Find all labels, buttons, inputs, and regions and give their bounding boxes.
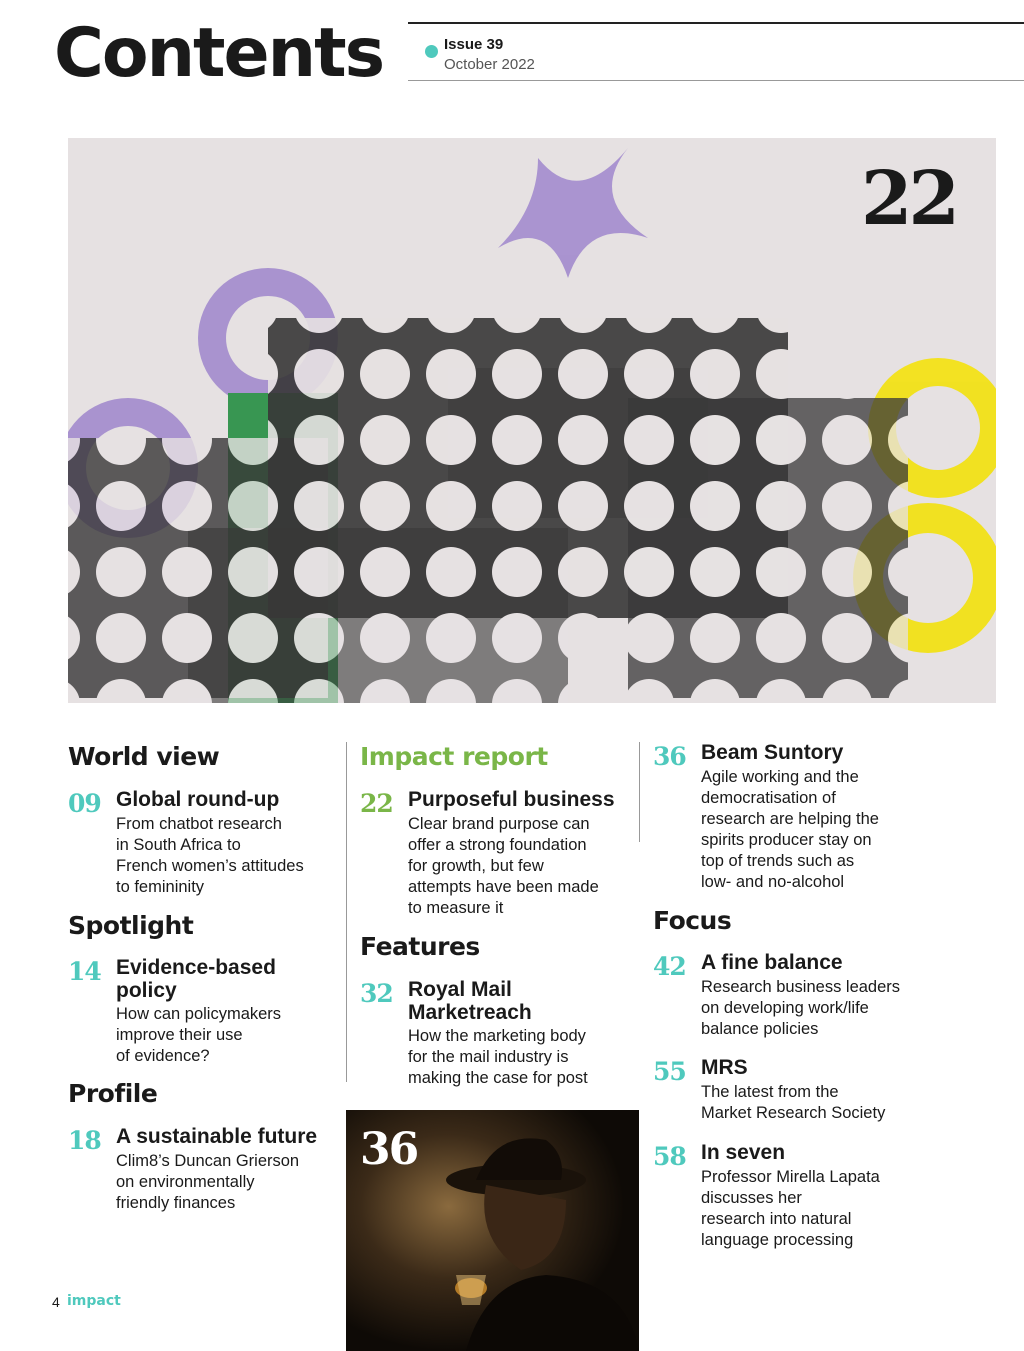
entry-title: Marketreach [408,1001,532,1024]
entry-desc-line: spirits producer stay on [701,831,872,849]
entry-desc-line: balance policies [701,1020,819,1038]
entry-desc-line: From chatbot research [116,815,282,833]
entry-desc-line: language processing [701,1231,854,1249]
entry-page-number: 58 [653,1142,686,1171]
section-world-view: World view [68,742,220,771]
section-impact-report: Impact report [360,742,548,771]
entry-title: MRS [701,1056,748,1079]
entry-desc-line: discusses her [701,1189,802,1207]
entry-desc-line: to measure it [408,899,504,917]
entry-title: policy [116,979,177,1002]
issue-dot-icon [425,45,438,58]
footer-page-number: 4 [52,1294,60,1310]
section-spotlight: Spotlight [68,911,194,940]
entry-page-number: 32 [360,979,393,1008]
entry-desc-line: of evidence? [116,1047,210,1065]
entry-desc-line: offer a strong foundation [408,836,587,854]
entry-desc-line: Professor Mirella Lapata [701,1168,880,1186]
entry-page-number: 36 [653,742,686,771]
entry-title: Evidence-based [116,956,276,979]
section-focus: Focus [653,906,732,935]
entry-desc-line: Clear brand purpose can [408,815,590,833]
entry-desc-line: for the mail industry is [408,1048,569,1066]
column-divider [346,742,347,1082]
entry-desc-line: on environmentally [116,1173,255,1191]
entry-desc-line: Market Research Society [701,1104,886,1122]
entry-desc-line: attempts have been made [408,878,599,896]
entry-desc-line: for growth, but few [408,857,544,875]
entry-desc-line: How the marketing body [408,1027,586,1045]
entry-page-number: 09 [68,789,101,818]
issue-info [408,22,1024,81]
issue-number: Issue 39 [444,36,504,53]
entry-desc-line: on developing work/life [701,999,869,1017]
entry-page-number: 18 [68,1126,101,1155]
section-features: Features [360,932,480,961]
photo-page-number: 36 [360,1124,418,1175]
hero-artwork [68,138,996,703]
beam-suntory-photo [346,1110,639,1351]
impact-logo: impact [67,1293,121,1309]
entry-title: Purposeful business [408,788,615,811]
entry-desc-line: top of trends such as [701,852,855,870]
entry-title: Global round-up [116,788,280,811]
entry-desc-line: low- and no-alcohol [701,873,845,891]
page-title: Contents [54,14,384,93]
entry-desc-line: friendly finances [116,1194,236,1212]
issue-date: October 2022 [444,56,535,73]
entry-desc-line: The latest from the [701,1083,839,1101]
hero-image [68,138,996,703]
entry-desc-line: French women’s attitudes [116,857,304,875]
entry-title: A sustainable future [116,1125,318,1148]
entry-title: In seven [701,1141,786,1164]
entry-desc-line: democratisation of [701,789,836,807]
entry-title: Royal Mail [408,978,512,1001]
entry-desc-line: How can policymakers [116,1005,282,1023]
entry-page-number: 55 [653,1057,686,1086]
entry-desc-line: Research business leaders [701,978,901,996]
column-divider [639,742,640,842]
entry-desc-line: Agile working and the [701,768,859,786]
entry-page-number: 22 [360,789,393,818]
entry-desc-line: research into natural [701,1210,852,1228]
entry-desc-line: research are helping the [701,810,879,828]
section-profile: Profile [68,1079,158,1108]
entry-desc-line: making the case for post [408,1069,588,1087]
hero-page-number: 22 [861,156,956,242]
entry-title: Beam Suntory [701,741,844,764]
entry-page-number: 42 [653,952,686,981]
entry-desc-line: to femininity [116,878,205,896]
entry-page-number: 14 [68,957,101,986]
entry-desc-line: improve their use [116,1026,243,1044]
entry-title: A fine balance [701,951,843,974]
entry-desc-line: Clim8’s Duncan Grierson [116,1152,300,1170]
entry-desc-line: in South Africa to [116,836,241,854]
